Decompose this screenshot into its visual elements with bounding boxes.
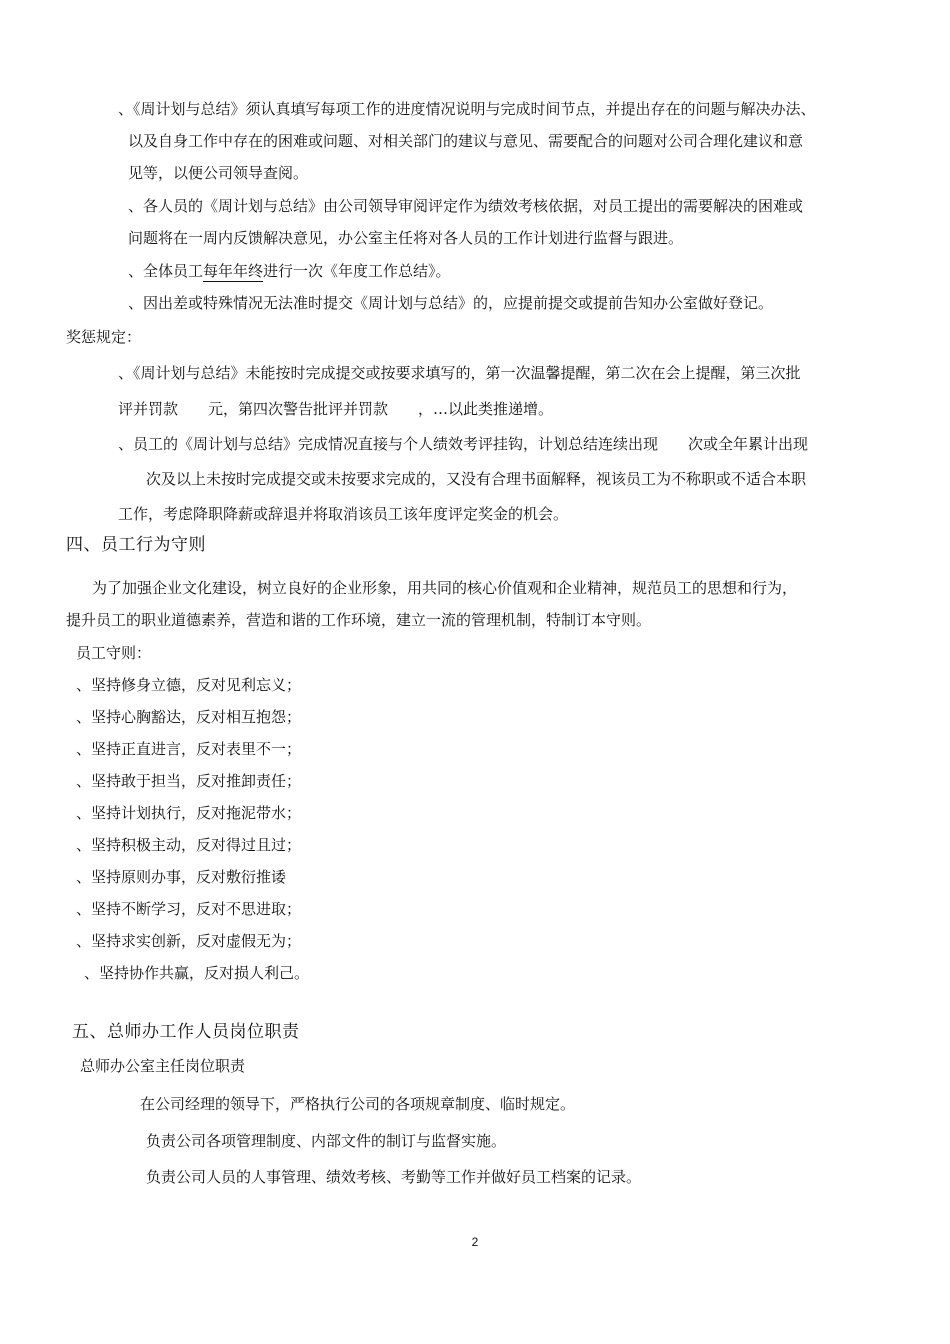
- rules-heading: 员工守则：: [76, 644, 152, 662]
- section4-intro-line1: 为了加强企业文化建设，树立良好的企业形象，用共同的核心价值观和企业精神，规范员工的思想和行为，: [92, 579, 798, 597]
- reward1-line1: 、《周计划与总结》未能按时完成提交或按要求填写的，第一次温馨提醒，第二次在会上提醒，第三次批: [118, 364, 801, 382]
- page-number: 2: [471, 1235, 479, 1249]
- duty-item: 负责公司各项管理制度、内部文件的制订与监督实施。: [146, 1132, 507, 1150]
- duty-item: 在公司经理的领导下，严格执行公司的各项规章制度、临时规定。: [140, 1095, 576, 1113]
- item5-post: 进行一次《年度工作总结》。: [263, 262, 451, 280]
- rewards-heading: 奖惩规定：: [66, 328, 142, 346]
- rule-item: 、坚持原则办事，反对敷衍推诿: [76, 868, 287, 886]
- rule-item: 、坚持心胸豁达，反对相互抱怨；: [76, 708, 302, 726]
- item5-pre: 、全体员工: [128, 262, 204, 280]
- reward2-line1: 、员工的《周计划与总结》完成情况直接与个人绩效考评挂钩，计划总结连续出现 次或全年累计出现: [118, 435, 809, 453]
- rule-item: 、坚持正直进言，反对表里不一；: [76, 740, 302, 758]
- rule-item: 、坚持积极主动，反对得过且过；: [76, 836, 302, 854]
- item3-line3: 见等，以便公司领导查阅。: [128, 164, 309, 182]
- reward2-line2: 次及以上未按时完成提交或未按要求完成的，又没有合理书面解释，视该员工为不称职或不适合本职: [146, 470, 807, 488]
- item3-line1: 、《周计划与总结》须认真填写每项工作的进度情况说明与完成时间节点，并提出存在的问题与解决办法、: [118, 100, 816, 118]
- rule-item: 、坚持不断学习，反对不思进取；: [76, 900, 302, 918]
- duty-item: 负责公司人员的人事管理、绩效考核、考勤等工作并做好员工档案的记录。: [146, 1168, 642, 1186]
- item4-line2: 问题将在一周内反馈解决意见，办公室主任将对各人员的工作计划进行监督与跟进。: [128, 229, 684, 247]
- item5-underlined: 每年年终: [203, 262, 264, 280]
- item5-line: [128, 264, 451, 279]
- section5-subheading: 总师办公室主任岗位职责: [80, 1057, 246, 1075]
- rule-item: 、坚持修身立德，反对见利忘义；: [76, 676, 302, 694]
- rule-item: 、坚持求实创新，反对虚假无为；: [76, 932, 302, 950]
- rule-item: 、坚持计划执行，反对拖泥带水；: [76, 804, 302, 822]
- rule-item: 、坚持协作共赢，反对损人利己。: [84, 964, 310, 982]
- rule-item: 、坚持敢于担当，反对推卸责任；: [76, 772, 302, 790]
- section5-heading: 五、总师办工作人员岗位职责: [72, 1022, 300, 1042]
- item3-line2: 以及自身工作中存在的困难或问题、对相关部门的建议与意见、需要配合的问题对公司合理化建议和意: [128, 132, 804, 150]
- section4-intro-line2: 提升员工的职业道德素养，营造和谐的工作环境，建立一流的管理机制，特制订本守则。: [66, 611, 652, 629]
- section4-heading: 四、员工行为守则: [66, 535, 206, 555]
- item4-line1: 、各人员的《周计划与总结》由公司领导审阅评定作为绩效考核依据，对员工提出的需要解决的困难或: [128, 197, 804, 215]
- item6-line: 、因出差或特殊情况无法准时提交《周计划与总结》的，应提前提交或提前告知办公室做好登记。: [128, 294, 774, 312]
- reward2-line3: 工作，考虑降职降薪或辞退并将取消该员工该年度评定奖金的机会。: [118, 505, 569, 523]
- reward1-line2: 评并罚款 元，第四次警告批评并罚款 ，…以此类推递增。: [118, 400, 554, 418]
